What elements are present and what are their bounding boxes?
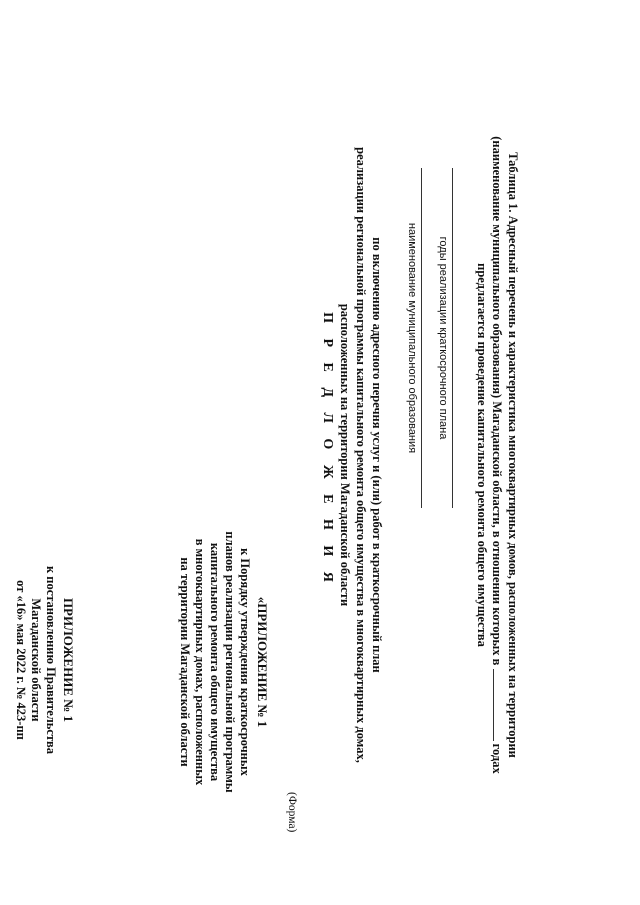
appendix-line: Магаданской области	[29, 598, 43, 722]
table1-caption-line: предлагается проведение капитального ремонта общего имущества	[475, 263, 489, 647]
appendix-heading: ПРИЛОЖЕНИЕ № 1	[61, 597, 76, 723]
municipality-underline	[421, 168, 422, 508]
inner-appendix-line: на территории Магаданской области	[178, 557, 192, 767]
years-caption: годы реализации краткосрочного плана	[437, 236, 449, 440]
municipality-field	[406, 168, 422, 508]
inner-appendix-line: в многоквартирных домах, расположенных	[193, 538, 207, 786]
table1-caption-text: годах	[490, 743, 504, 774]
municipality-caption: наименование муниципального образования	[406, 222, 418, 454]
subtitle-line: по включению адресного перечня услуг и (или) работ в краткосрочный план	[370, 237, 384, 673]
table1-caption-line: Таблица 1. Адресный перечень и характеристика многоквартирных домов, расположенных на территории	[506, 152, 520, 758]
subtitle-line: расположенных на территории Магаданской области	[338, 303, 352, 607]
document-title: П Р Е Д Л О Ж Е Н И Я	[320, 312, 335, 588]
appendix-line: от «16» мая 2022 г. № 423-пп	[14, 580, 28, 740]
appendix-header	[13, 540, 76, 780]
years-underline	[452, 168, 453, 508]
inner-appendix-line: капитального ремонта общего имущества	[208, 542, 222, 782]
inner-appendix-line: планов реализации региональной программы	[223, 531, 237, 793]
appendix-line: к постановлению Правительства	[44, 565, 58, 755]
inner-appendix-header	[177, 528, 270, 796]
inner-appendix-line: к Порядку утверждения краткосрочных	[238, 548, 252, 776]
years-blank-field	[493, 669, 505, 741]
table1-caption	[474, 20, 520, 890]
table1-caption-text: (наименование муниципального образования) Магаданской области, в отношении которых в	[490, 136, 504, 666]
inner-appendix-heading: «ПРИЛОЖЕНИЕ № 1	[255, 596, 270, 728]
table1-caption-line	[489, 20, 505, 890]
subtitle-line: реализации региональной программы капитального ремонта общего имущества в многоквартирных домах,	[354, 147, 368, 763]
document-subtitle	[337, 120, 385, 790]
years-field	[437, 168, 453, 508]
form-label: (Форма)	[286, 792, 298, 833]
